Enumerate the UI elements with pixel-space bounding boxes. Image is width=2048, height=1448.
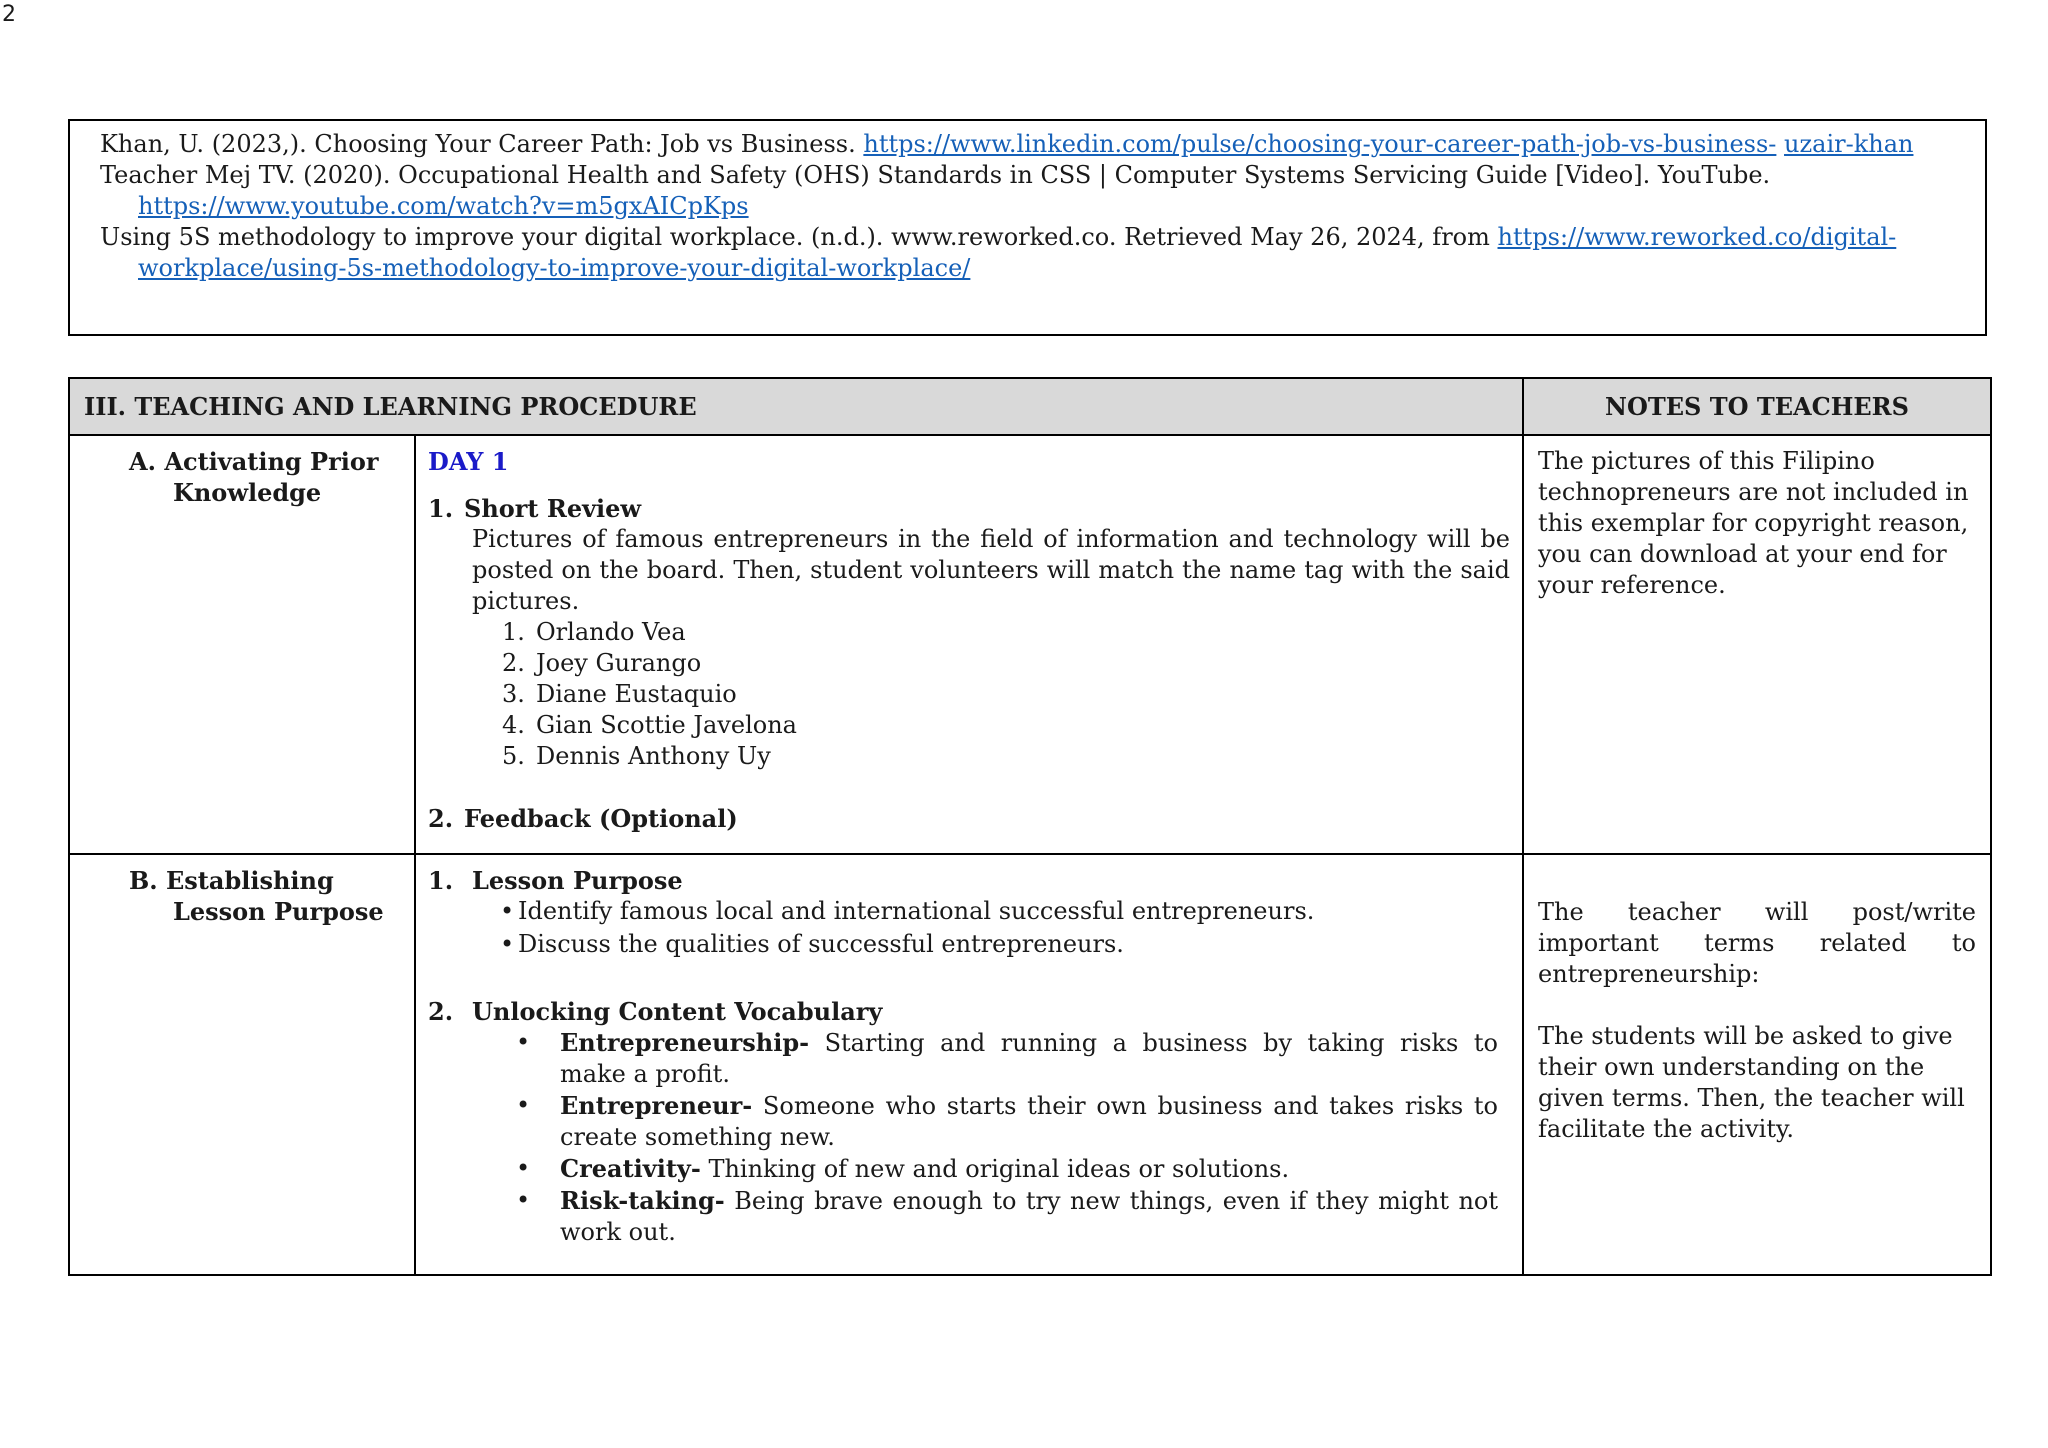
- reference-link[interactable]: https://www.youtube.com/watch?v=m5gxAICpKps: [138, 192, 749, 220]
- row-label-line: B. Establishing: [129, 866, 334, 895]
- row-content-activating: [415, 435, 1523, 854]
- reference-entry: [100, 160, 1957, 222]
- notes-establishing: [1523, 854, 1991, 1275]
- day-label: DAY 1: [428, 447, 509, 476]
- reference-text: Khan, U. (2023,). Choosing Your Career Path: Job vs Business.: [100, 130, 864, 158]
- row-label-establishing: [69, 854, 415, 1275]
- row-label-line: A. Activating Prior: [129, 447, 379, 476]
- section-heading: 2. Feedback (Optional): [428, 804, 738, 833]
- section-paragraph: Pictures of famous entrepreneurs in the field of information and technology will be posted on the board. Then, student volunteers will match the name tag with the said pictures.: [472, 525, 1510, 615]
- row-content-establishing: [415, 854, 1523, 1275]
- entrepreneur-list: [428, 617, 1510, 772]
- vocab-item: • Entrepreneurship- Starting and running a business by taking risks to make a profit.: [516, 1028, 1498, 1088]
- page-number: 2: [2, 2, 16, 27]
- table-row: [69, 435, 1991, 854]
- vocabulary-list: [428, 1027, 1510, 1248]
- row-label-activating: [69, 435, 415, 854]
- references-box: [68, 119, 1987, 336]
- list-item: 2. Joey Gurango: [502, 649, 702, 677]
- reference-link[interactable]: https://www.reworked.co/digital-workplace/using-5s-methodology-to-improve-your-digital-workplace/: [138, 223, 1897, 282]
- reference-link[interactable]: https://www.linkedin.com/pulse/choosing-your-career-path-job-vs-business-: [863, 130, 1777, 158]
- note-text: The pictures of this Filipino technopreneurs are not included in this exemplar for copyright reason, you can download at your end for your reference.: [1538, 447, 1969, 599]
- list-item: • Identify famous local and international successful entrepreneurs.: [500, 897, 1315, 925]
- row-label-line: Lesson Purpose: [173, 897, 384, 926]
- section-heading: 2. Unlocking Content Vocabulary: [428, 997, 883, 1026]
- vocab-item: • Entrepreneur- Someone who starts their own business and takes risks to create something new.: [516, 1091, 1498, 1151]
- reference-text: Using 5S methodology to improve your digital workplace. (n.d.). www.reworked.co. Retrieved May 26, 2024, from: [100, 223, 1490, 251]
- reference-text: Teacher Mej TV. (2020). Occupational Health and Safety (OHS) Standards in CSS | Computer Systems Servicing Guide [Video]. YouTube.: [100, 161, 1771, 189]
- list-item: • Discuss the qualities of successful entrepreneurs.: [500, 930, 1124, 958]
- row-label-line: Knowledge: [173, 478, 322, 507]
- list-item: 3. Diane Eustaquio: [502, 680, 737, 708]
- reference-entry: [100, 222, 1957, 284]
- note-text: The teacher will post/write important terms related to entrepreneurship:: [1538, 898, 1976, 988]
- reference-entry: [100, 129, 1957, 160]
- procedure-table: [68, 377, 1992, 1276]
- reference-link[interactable]: uzair-khan: [1784, 130, 1914, 158]
- header-procedure: III. TEACHING AND LEARNING PROCEDURE: [69, 378, 1523, 435]
- purpose-list: [428, 896, 1510, 960]
- table-row: [69, 854, 1991, 1275]
- section-heading: 1. Lesson Purpose: [428, 866, 683, 895]
- notes-activating: [1523, 435, 1991, 854]
- list-item: 4. Gian Scottie Javelona: [502, 711, 797, 739]
- list-item: 1. Orlando Vea: [502, 618, 686, 646]
- section-heading: 1. Short Review: [428, 494, 642, 523]
- table-header-row: [69, 378, 1991, 435]
- list-item: 5. Dennis Anthony Uy: [502, 742, 771, 770]
- vocab-item: • Creativity- Thinking of new and original ideas or solutions.: [516, 1154, 1290, 1183]
- vocab-item: • Risk-taking- Being brave enough to try new things, even if they might not work out.: [516, 1186, 1498, 1246]
- note-text: The students will be asked to give their own understanding on the given terms. Then, the teacher will facilitate the activity.: [1538, 1022, 1965, 1143]
- header-notes: NOTES TO TEACHERS: [1523, 378, 1991, 435]
